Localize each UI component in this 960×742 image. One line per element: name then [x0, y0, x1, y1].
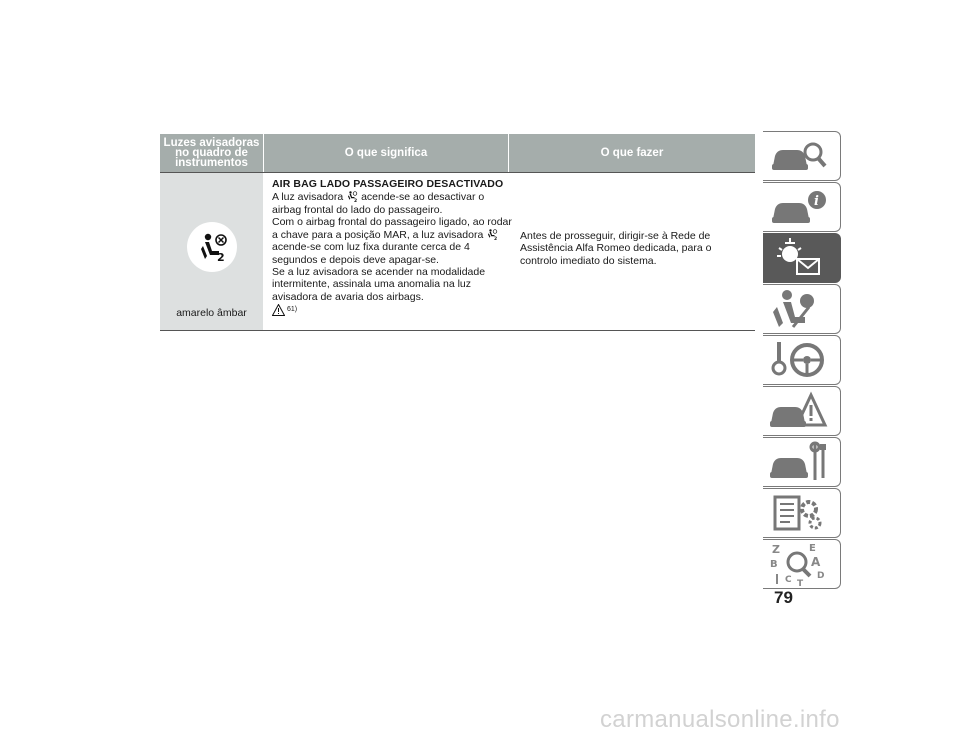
svg-text:2: 2	[217, 251, 225, 264]
meaning-paragraph-1: A luz avisadora 2 acende-se ao desactivar o airbag frontal do lado do passageiro.	[272, 191, 485, 216]
warning-light-cell	[160, 173, 263, 330]
tab-starting-driving[interactable]	[763, 335, 841, 385]
header-lights: Luzes avisadoras no quadro de instrumentos	[160, 134, 263, 172]
watermark: carmanualsonline.info	[600, 706, 840, 733]
meaning-paragraph-3: Se a luz avisadora se acender na modalidade intermitente, assinala uma anomalia na luz avisadora de avaria dos airbags.	[272, 266, 486, 303]
car-info-icon	[763, 183, 840, 231]
tab-car-search[interactable]	[763, 131, 841, 181]
steering-wheel-key-icon	[763, 336, 840, 384]
action-cell: Antes de prosseguir, dirigir-se à Rede de Assistência Alfa Romeo dedicada, para o controlo imediato do sistema.	[520, 230, 712, 267]
passenger-airbag-off-icon	[186, 221, 238, 273]
svg-text:A: A	[811, 555, 821, 569]
tab-emergency[interactable]	[763, 386, 841, 436]
passenger-airbag-off-inline-icon	[486, 228, 498, 240]
tab-car-info[interactable]	[763, 182, 841, 232]
reference-number: 61)	[287, 305, 298, 313]
car-search-icon	[763, 132, 840, 180]
light-color-label: amarelo âmbar	[176, 307, 247, 319]
warning-reference	[272, 304, 512, 316]
svg-text:D: D	[817, 571, 825, 581]
meaning-cell	[272, 178, 512, 316]
warning-light-message-icon	[763, 234, 840, 282]
car-warning-triangle-icon	[763, 387, 840, 435]
tab-airbag[interactable]	[763, 284, 841, 334]
tab-technical-specs[interactable]	[763, 488, 841, 538]
tab-servicing[interactable]	[763, 437, 841, 487]
header-meaning: O que significa	[264, 134, 508, 172]
table-bottom-rule	[160, 330, 755, 331]
svg-text:2: 2	[494, 236, 498, 241]
tab-index[interactable]	[763, 539, 841, 589]
page-number: 79	[774, 588, 793, 607]
car-service-tools-icon	[763, 438, 840, 486]
passenger-airbag-off-inline-icon	[346, 190, 358, 202]
alphabetical-index-icon	[763, 540, 840, 588]
svg-text:B: B	[770, 559, 778, 570]
specs-list-gear-icon	[763, 489, 840, 537]
svg-text:E: E	[809, 543, 816, 554]
svg-text:Z: Z	[772, 543, 780, 556]
warning-triangle-icon	[272, 304, 285, 316]
svg-text:C: C	[785, 575, 792, 585]
svg-text:i: i	[814, 194, 819, 209]
meaning-paragraph-2: Com o airbag frontal do passageiro ligado, ao rodar a chave para a posição MAR, a luz avisadora 2 acende-se com luz fixa durante cerca de 4 segundos e depois deve apagar-se.	[272, 215, 512, 266]
airbag-passenger-icon	[763, 285, 840, 333]
svg-text:T: T	[797, 579, 804, 588]
header-action: O que fazer	[509, 134, 755, 172]
tab-warning-lights[interactable]	[763, 233, 841, 283]
warning-title: AIR BAG LADO PASSAGEIRO DESACTIVADO	[272, 178, 504, 190]
svg-text:2: 2	[354, 199, 358, 203]
